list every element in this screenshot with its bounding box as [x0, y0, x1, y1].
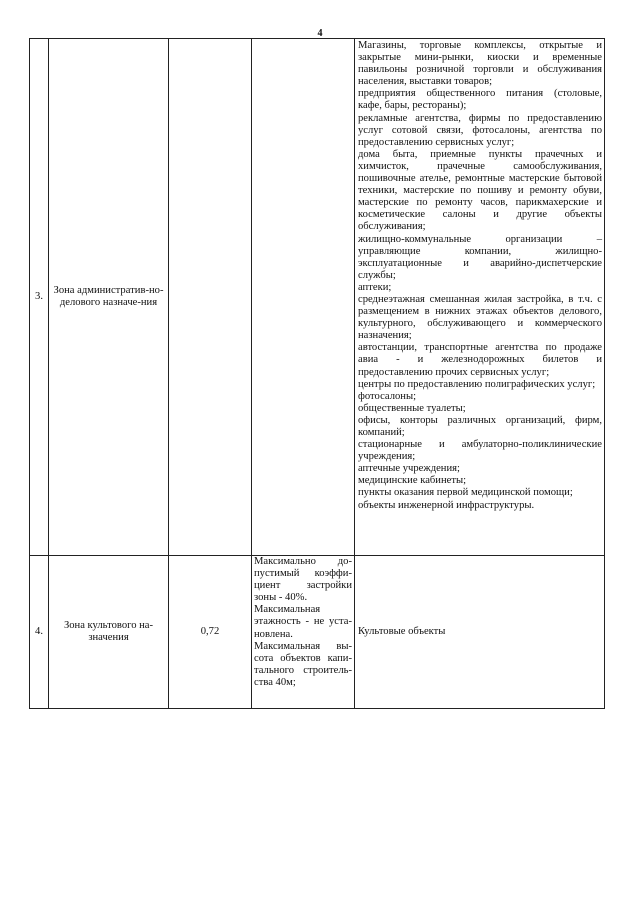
- use-item: жилищно-коммунальные организации – управляющие компании, жилищно-эксплуатационные и аварийно-диспетчерские службы;: [358, 233, 602, 281]
- use-item: рекламные агентства, фирмы по предоставлению услуг сотовой связи, фотосалоны, агентства по предоставлению сервисных услуг;: [358, 112, 602, 148]
- zone-name: Зона культового на-значения: [49, 556, 169, 709]
- param-item: Максимальная этажность - не уста-новлена.: [254, 604, 352, 640]
- use-item: медицинские кабинеты;: [358, 475, 467, 487]
- use-item: автостанции, транспортные агентства по продаже авиа - и железнодорожных билетов и предоставлению прочих сервисных услуг;: [358, 342, 602, 378]
- zone-uses: [355, 39, 605, 556]
- page-number: 4: [317, 28, 323, 39]
- zone-params: [252, 39, 355, 556]
- use-item: среднеэтажная смешанная жилая застройка, в т.ч. с размещением в нижних этажах объектов делового, культурного, обслуживающего и коммерческого назначения;: [358, 293, 602, 342]
- use-item: аптечные учреждения;: [358, 463, 460, 475]
- use-item: предприятия общественного питания (столовые, кафе, бары, рестораны);: [358, 88, 602, 112]
- use-item: Культовые объекты: [358, 625, 446, 637]
- param-item: Максимальная вы-сота объектов капи-тального строитель-ства 40м;: [254, 640, 352, 688]
- table-row: [30, 39, 605, 556]
- param-item: Максимально до-пустимый коэффи-циент застройки зоны - 40%.: [254, 556, 352, 604]
- zone-params: [252, 556, 355, 709]
- zone-name: Зона административ-но-делового назначе-ния: [49, 39, 169, 556]
- table-row: [30, 556, 605, 709]
- use-item: пункты оказания первой медицинской помощи;: [358, 487, 573, 499]
- use-item: общественные туалеты;: [358, 402, 466, 414]
- zone-uses: [355, 556, 605, 709]
- use-item: стационарные и амбулаторно-поликлинические учреждения;: [358, 439, 602, 463]
- use-item: фотосалоны;: [358, 390, 417, 402]
- zone-area: [169, 39, 252, 556]
- use-item: аптеки;: [358, 281, 392, 293]
- use-item: офисы, конторы различных организаций, фирм, компаний;: [358, 414, 602, 438]
- use-item: Магазины, торговые комплексы, открытые и закрытые мини-рынки, киоски и временные павильоны розничной торговли и обслуживания населения, выставки товаров;: [358, 40, 602, 88]
- zone-area: 0,72: [169, 556, 252, 709]
- row-number: 4.: [30, 556, 49, 709]
- use-item: дома быта, приемные пункты прачечных и химчисток, прачечные самообслуживания, пошивочные ателье, ремонтные мастерские бытовой техники, мастерские по пошиву и ремонту обуви, мастерские по ремонту часов, парикмахерские и косметические салоны и другие объекты обслуживания;: [358, 148, 602, 233]
- use-item: объекты инженерной инфраструктуры.: [358, 499, 535, 511]
- row-number: 3.: [30, 39, 49, 556]
- zones-table: [29, 38, 605, 709]
- use-item: центры по предоставлению полиграфических услуг;: [358, 378, 596, 390]
